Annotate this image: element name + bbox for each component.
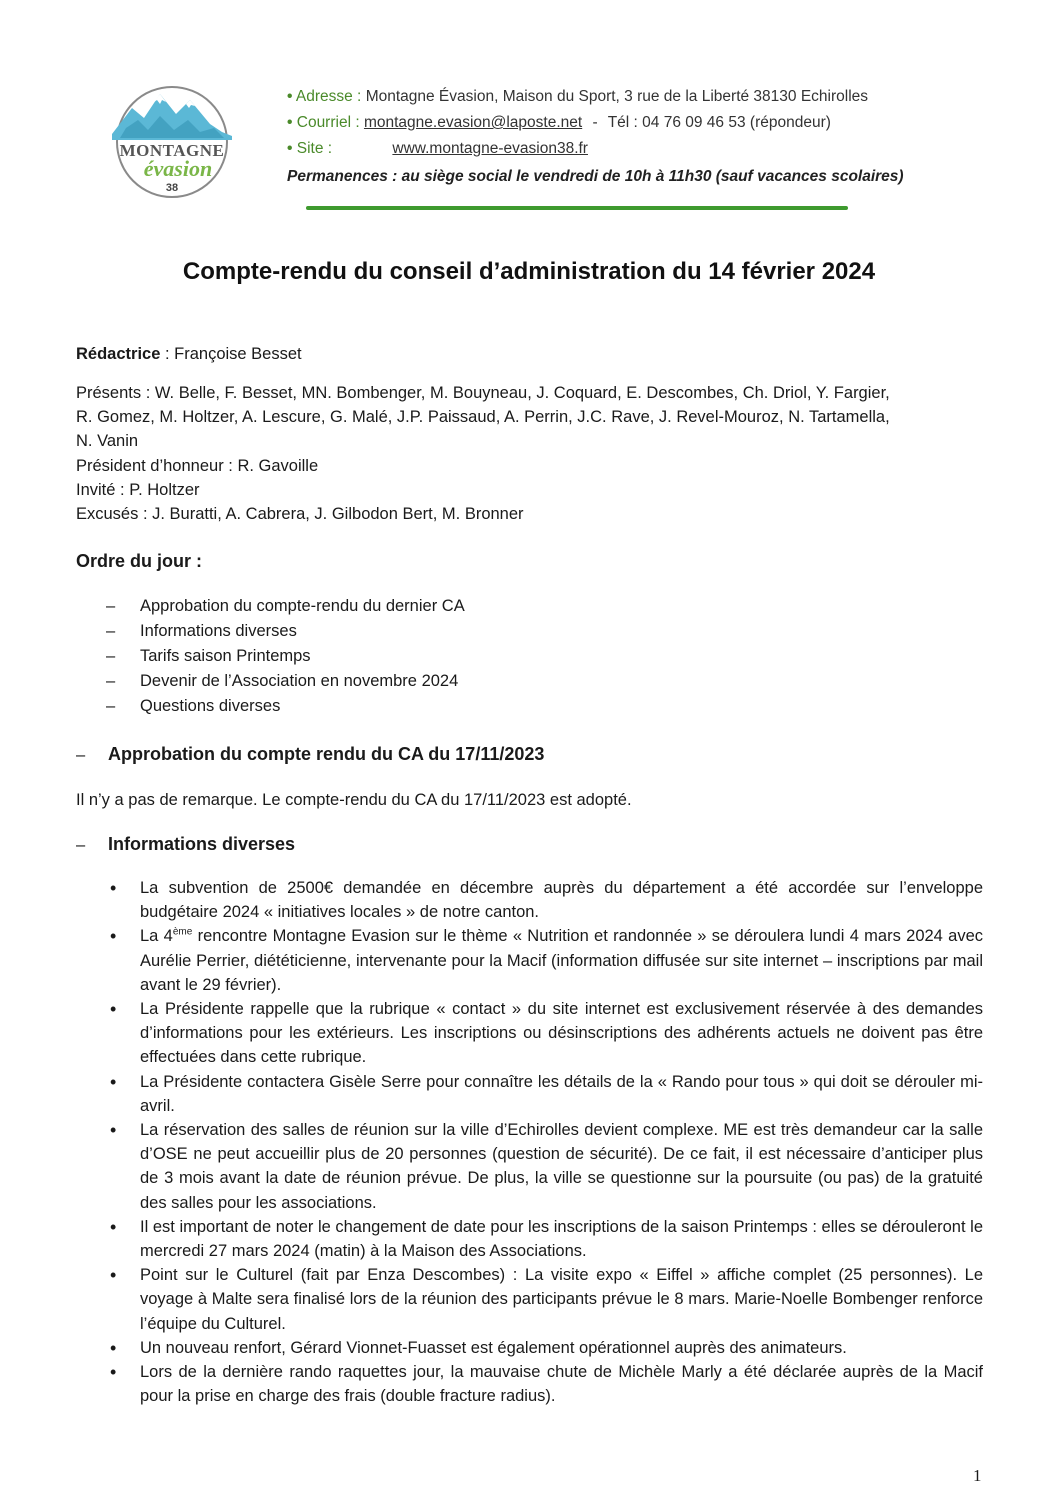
section-approbation-text: Il n’y a pas de remarque. Le compte-rendu du CA du 17/11/2023 est adopté. xyxy=(76,791,632,809)
info-item: • Un nouveau renfort, Gérard Vionnet-Fuasset est également opérationnel auprès des animateurs. xyxy=(108,1336,983,1360)
bullet-icon: • xyxy=(287,114,293,131)
address-line xyxy=(287,84,868,110)
address-value: Montagne Évasion, Maison du Sport, 3 rue de la Liberté 38130 Echirolles xyxy=(365,88,869,105)
attendance-block xyxy=(76,381,890,526)
svg-text:MONTAGNE: MONTAGNE xyxy=(119,141,225,160)
info-item: • La réservation des salles de réunion sur la ville d’Echirolles devient complexe. ME est très demandeur car la salle d’OSE ne peut accueillir plus de 20 personnes (question de sécurité). De ce fait, il est nécessaire d’anticiper plus de 3 mois avant la date de réunion prévue. De plus, la ville se questionne sur la poursuite (ou pas) de la gratuité des salles pour les associations. xyxy=(108,1118,983,1215)
email-label: Courriel : xyxy=(296,114,360,131)
info-item: • La subvention de 2500€ demandée en décembre auprès du département a été accordée sur l’enveloppe budgétaire 2024 « initiatives locales » de notre canton. xyxy=(108,876,983,924)
phone-separator: - xyxy=(592,114,598,131)
presents-line: R. Gomez, M. Holtzer, A. Lescure, G. Malé, J.P. Paissaud, A. Perrin, J.C. Rave, J. Revel-Mouroz, N. Tartamella, xyxy=(76,408,890,427)
svg-text:évasion: évasion xyxy=(143,156,213,181)
invite-line: Invité : P. Holtzer xyxy=(76,480,200,499)
info-item: • Point sur le Culturel (fait par Enza Descombes) : La visite expo « Eiffel » affiche complet (25 personnes). Le voyage à Malte sera finalisé lors de la réunion des participants prévue le 8 mars. Marie-Noelle Bombenger renforce l’équipe du Culturel. xyxy=(108,1263,983,1336)
ordinal-superscript: ème xyxy=(172,926,193,938)
phone-value: Tél : 04 76 09 46 53 (répondeur) xyxy=(607,114,831,131)
redactrice-label: Rédactrice xyxy=(76,345,161,363)
bullet-icon: • xyxy=(287,140,293,157)
email-link[interactable]: montagne.evasion@laposte.net xyxy=(363,114,583,131)
site-label: Site : xyxy=(296,140,333,157)
info-item: • La Présidente rappelle que la rubrique « contact » du site internet est exclusivement réservée à des demandes d’informations pour les extérieurs. Les inscriptions ou désinscriptions des adhérents actuels ne doivent pas être effectuées dans cette rubrique. xyxy=(108,997,983,1070)
address-label: Adresse : xyxy=(295,88,362,105)
excuses-line: Excusés : J. Buratti, A. Cabrera, J. Gilbodon Bert, M. Bronner xyxy=(76,505,524,524)
site-line xyxy=(287,136,868,162)
info-item: • Il est important de noter le changement de date pour les inscriptions de la saison Printemps : elles se dérouleront le mercredi 27 mars 2024 (matin) à la Maison des Associations. xyxy=(108,1215,983,1263)
mountain-logo-icon xyxy=(104,84,240,200)
svg-text:38: 38 xyxy=(165,182,179,194)
agenda-item: – Approbation du compte-rendu du dernier CA xyxy=(106,594,465,619)
letterhead-contact xyxy=(287,84,868,162)
agenda-item: – Devenir de l’Association en novembre 2024 xyxy=(106,669,465,694)
presents-line: N. Vanin xyxy=(76,432,139,451)
info-item: • Lors de la dernière rando raquettes jour, la mauvaise chute de Michèle Marly a été déclarée auprès de la Macif pour la prise en charge des frais (double fracture radius). xyxy=(108,1360,983,1408)
redactrice-value: : Françoise Besset xyxy=(160,345,302,363)
header-divider xyxy=(306,206,848,210)
document-title: Compte-rendu du conseil d’administration du 14 février 2024 xyxy=(182,258,876,285)
agenda-item: – Questions diverses xyxy=(106,694,465,719)
section-dash: – xyxy=(76,746,86,764)
site-link[interactable]: www.montagne-evasion38.fr xyxy=(392,140,588,157)
montagne-evasion-logo xyxy=(104,84,240,200)
bullet-icon: • xyxy=(287,88,293,105)
agenda-item: – Informations diverses xyxy=(106,619,465,644)
section-approbation-heading: Approbation du compte rendu du CA du 17/11/2023 xyxy=(108,744,545,764)
agenda-heading: Ordre du jour : xyxy=(76,551,202,571)
info-item: • La Présidente contactera Gisèle Serre pour connaître les détails de la « Rando pour tous » qui doit se dérouler mi-avril. xyxy=(108,1070,983,1118)
president-honneur-line: Président d’honneur : R. Gavoille xyxy=(76,456,319,475)
section-informations-heading: Informations diverses xyxy=(108,834,296,854)
page-number: 1 xyxy=(973,1466,982,1485)
permanences-note: Permanences : au siège social le vendredi de 10h à 11h30 (sauf vacances scolaires) xyxy=(287,168,904,185)
email-line xyxy=(287,110,868,136)
info-item-text: rencontre Montagne Evasion sur le thème « Nutrition et randonnée » se déroulera lundi 4 mars 2024 avec Aurélie Perrier, diététicienne, intervenante pour la Macif (information diffusée sur site internet – inscriptions par mail avant le 29 février). xyxy=(140,927,984,994)
presents-line: Présents : W. Belle, F. Besset, MN. Bombenger, M. Bouyneau, J. Coquard, E. Descombes, Ch. Driol, Y. Fargier, xyxy=(76,384,890,402)
agenda-item: – Tarifs saison Printemps xyxy=(106,644,465,669)
redactrice-line xyxy=(76,342,302,366)
agenda-list xyxy=(106,594,465,719)
section-dash: – xyxy=(76,836,86,854)
info-item xyxy=(108,924,983,997)
info-item-text: La 4 xyxy=(140,927,173,946)
informations-list xyxy=(108,876,983,1408)
